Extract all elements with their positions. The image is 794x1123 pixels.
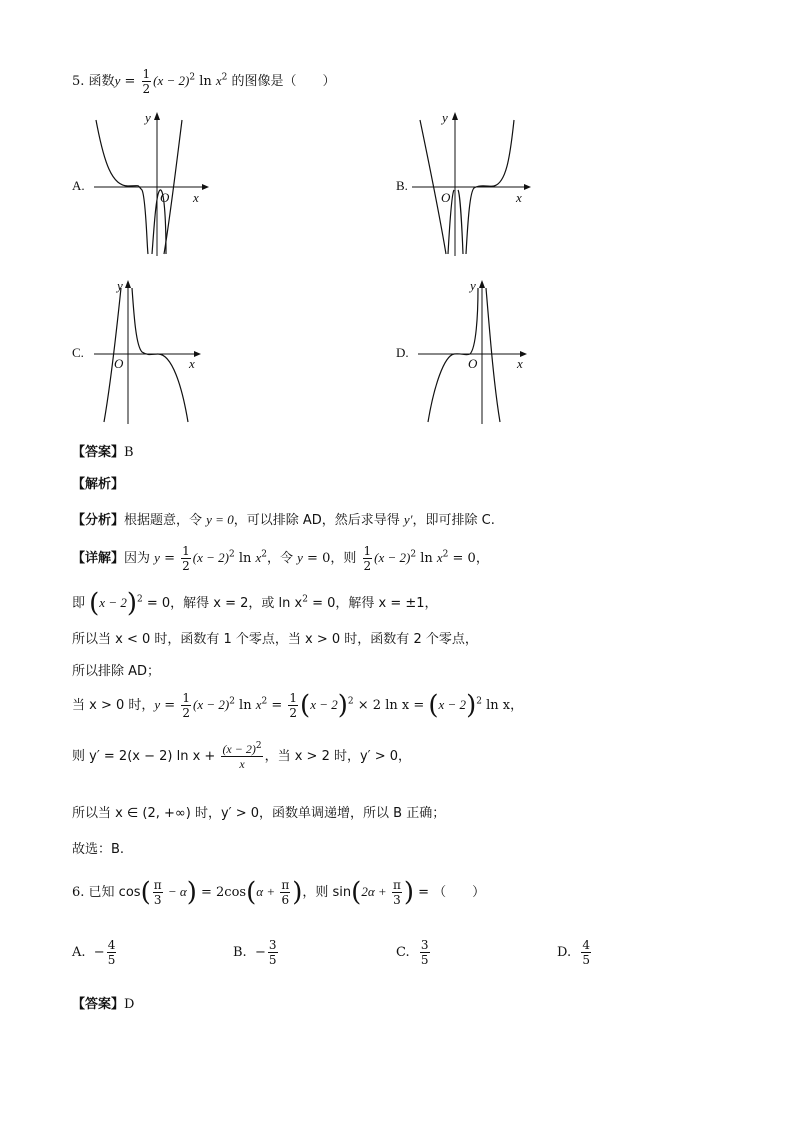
q5-analysis-heading: 【解析】: [72, 477, 125, 492]
q5-stem: 5. 函数y = $\frac{1}{2}$ $(x - 2)^2$ $\ln x^2$ 的图像是（ ）: [72, 67, 336, 96]
q5-answer: 【答案】B: [72, 445, 134, 460]
q5-option-b-label[interactable]: B.: [396, 178, 408, 193]
q5-detail-line7: 所以当 x ∈ (2, +∞) 时，y′ > 0，函数单调递增，所以 B 正确；: [72, 806, 446, 821]
q5-graph-a[interactable]: [90, 108, 210, 258]
q5-c-x-label: x: [189, 356, 195, 371]
q5-a-origin: O: [160, 190, 170, 205]
q5-c-y-label: y: [117, 278, 123, 293]
q5-c-origin: O: [114, 356, 124, 371]
q5-detail-line4: 所以排除 AD；: [72, 664, 161, 679]
q6-option-a[interactable]: A. − $\frac{4}{5}$: [72, 938, 116, 967]
q6-option-d[interactable]: D. $\frac{4}{5}$: [557, 938, 590, 967]
q5-detail-line5: 当 x > 0 时，y = $\frac{1}{2}$ $(x - 2)^2$ $\ln x^2$ = $\frac{1}{2}$ $(x - 2)^2 \times 2$ $\ln x = (x - 2)^2$ ln x，: [72, 690, 524, 721]
q5-b-x-label: x: [516, 190, 522, 205]
q5-detail-line3: 所以当 x < 0 时，函数有 1 个零点，当 x > 0 时，函数有 2 个零点，: [72, 632, 478, 647]
q6-option-c[interactable]: C. $\frac{3}{5}$: [396, 938, 429, 967]
q6-option-b[interactable]: B. − $\frac{3}{5}$: [233, 938, 277, 967]
q5-graph-d[interactable]: [414, 276, 539, 426]
q5-d-origin: O: [468, 356, 478, 371]
q5-option-a-label[interactable]: A.: [72, 178, 85, 193]
q5-graph-c[interactable]: [90, 276, 210, 426]
q5-a-y-label: y: [145, 110, 151, 125]
q5-detail-line8: 故选：B.: [72, 842, 125, 857]
q5-detail-line6: 则 y′ = 2(x − 2) ln x + $\frac{(x - 2)^2}{x}$ ，当 x > 2 时，y′ > 0，: [72, 741, 412, 771]
q5-detail-line2: 即 $(x - 2)^2 = 0$，解得 x = 2，或 $\ln x^2 = 0$，解得 x = ±1，: [72, 588, 438, 619]
q5-d-x-label: x: [517, 356, 523, 371]
q6-stem: 6. 已知 cos( $\frac{\pi}{3}$ − α) = 2cos(α + $\frac{\pi}{6}$ )，则 sin(2α + $\frac{\pi}{3}$ ) = （ ）: [72, 877, 486, 908]
q6-answer: 【答案】D: [72, 997, 135, 1012]
q5-option-d-label[interactable]: D.: [396, 345, 409, 360]
q5-a-x-label: x: [193, 190, 199, 205]
q5-b-y-label: y: [442, 110, 448, 125]
q5-graph-b[interactable]: [410, 108, 535, 258]
q5-fenxi: 【分析】根据题意，令 y = 0，可以排除 AD，然后求导得 y′，即可排除 C.: [72, 512, 495, 528]
q5-option-c-label[interactable]: C.: [72, 345, 84, 360]
q5-b-origin: O: [441, 190, 451, 205]
q5-d-y-label: y: [470, 278, 476, 293]
q5-detail-line1: 【详解】因为 y = $\frac{1}{2}$ $(x - 2)^2$ $\ln x^2$，令 y = 0，则 $\frac{1}{2}$ $(x - 2)^2$ $\ln x^2 = 0$，: [72, 544, 489, 573]
